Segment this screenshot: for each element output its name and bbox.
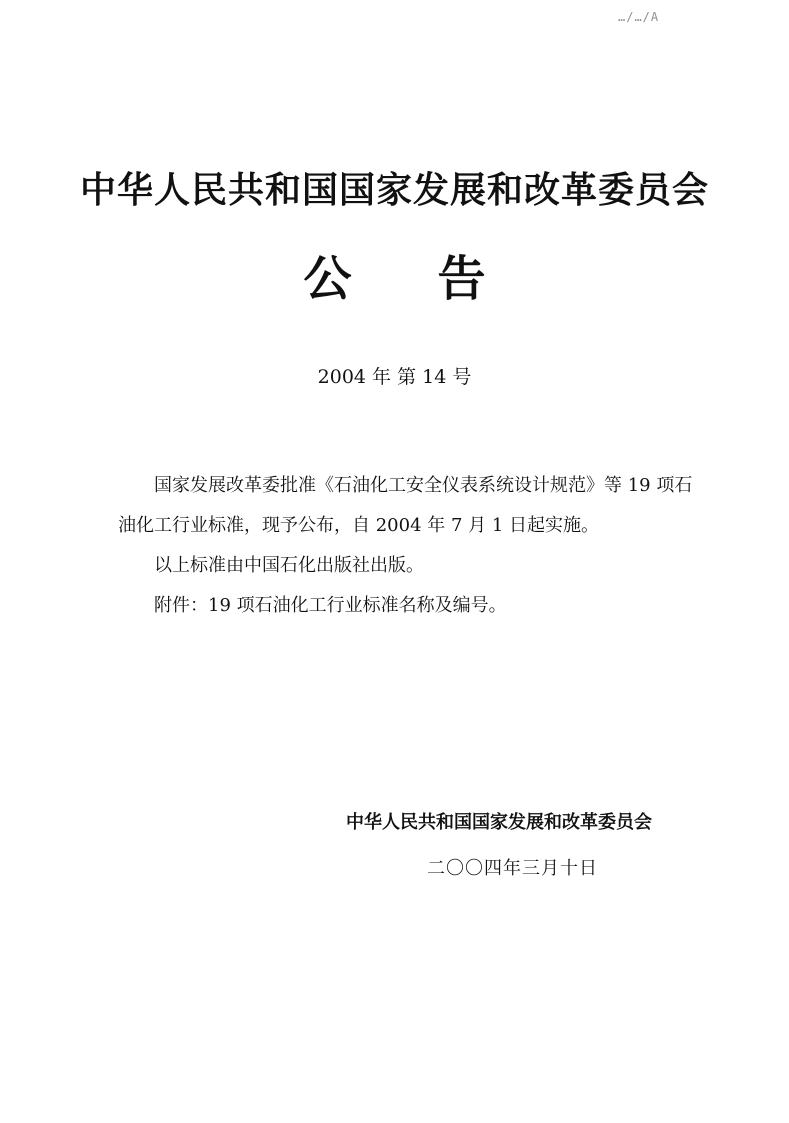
agency-title: 中华人民共和国国家发展和改革委员会 (79, 170, 709, 211)
paragraph-2: 以上标准由中国石化出版社出版。 (154, 555, 424, 576)
doc-type-char-2: 告 (437, 251, 486, 307)
paragraph-1-line-1: 国家发展改革委批准《石油化工安全仪表系统设计规范》等 19 项石 (154, 475, 693, 496)
handwritten-mark: …/…/A (618, 10, 660, 24)
signature-date: 二〇〇四年三月十日 (427, 858, 598, 879)
announcement-body (118, 466, 708, 626)
paragraph-3-attachment: 附件：19 项石油化工行业标准名称及编号。 (154, 595, 507, 616)
doc-type-char-1: 公 (303, 251, 352, 307)
document-type-heading (0, 240, 789, 309)
signature-agency: 中华人民共和国国家发展和改革委员会 (346, 812, 652, 833)
paragraph-1-line-2: 油化工行业标准，现予公布，自 2004 年 7 月 1 日起实施。 (118, 515, 600, 536)
document-number: 2004 年 第 14 号 (317, 366, 472, 388)
